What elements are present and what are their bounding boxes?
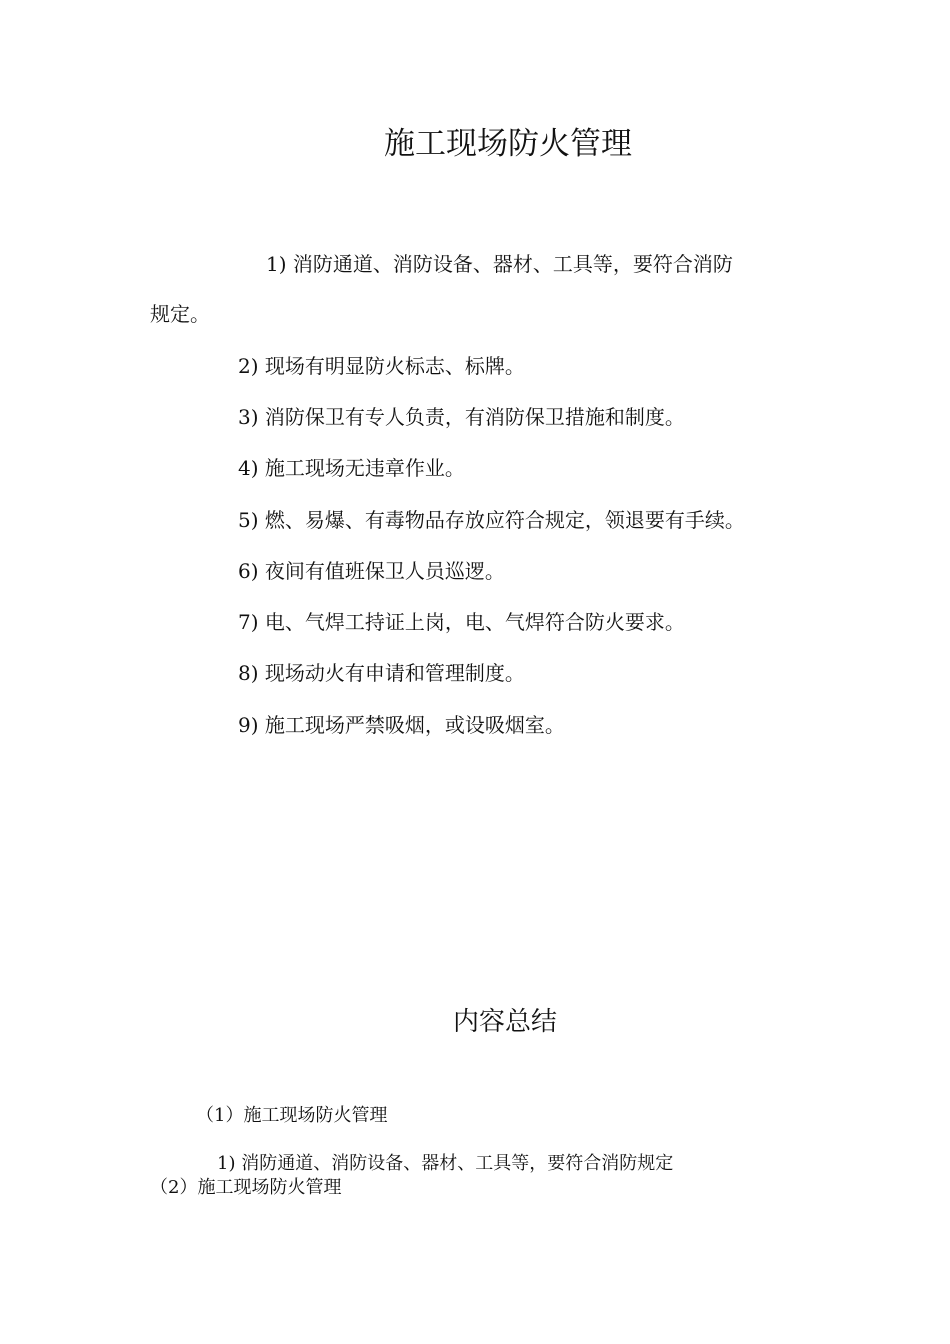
document-title: 施工现场防火管理 [384,126,632,162]
paragraph-item-6: 6) 夜间有值班保卫人员巡逻。 [238,559,505,583]
summary-line-1: （1）施工现场防火管理 [196,1105,388,1126]
paragraph-item-8: 8) 现场动火有申请和管理制度。 [238,661,525,685]
paragraph-item-7: 7) 电、气焊工持证上岗，电、气焊符合防火要求。 [238,610,685,634]
paragraph-item-1-line-1: 1) 消防通道、消防设备、器材、工具等，要符合消防 [266,252,733,276]
paragraph-item-9: 9) 施工现场严禁吸烟，或设吸烟室。 [238,713,565,737]
paragraph-item-5: 5) 燃、易爆、有毒物品存放应符合规定，领退要有手续。 [238,508,745,532]
summary-line-2: 1) 消防通道、消防设备、器材、工具等，要符合消防规定 [217,1153,674,1174]
paragraph-item-1-line-2: 规定。 [150,302,210,326]
summary-line-3: （2）施工现场防火管理 [150,1177,342,1198]
paragraph-item-4: 4) 施工现场无违章作业。 [238,456,465,480]
paragraph-item-3: 3) 消防保卫有专人负责，有消防保卫措施和制度。 [238,405,685,429]
summary-title: 内容总结 [452,1007,557,1037]
paragraph-item-2: 2) 现场有明显防火标志、标牌。 [238,354,525,378]
